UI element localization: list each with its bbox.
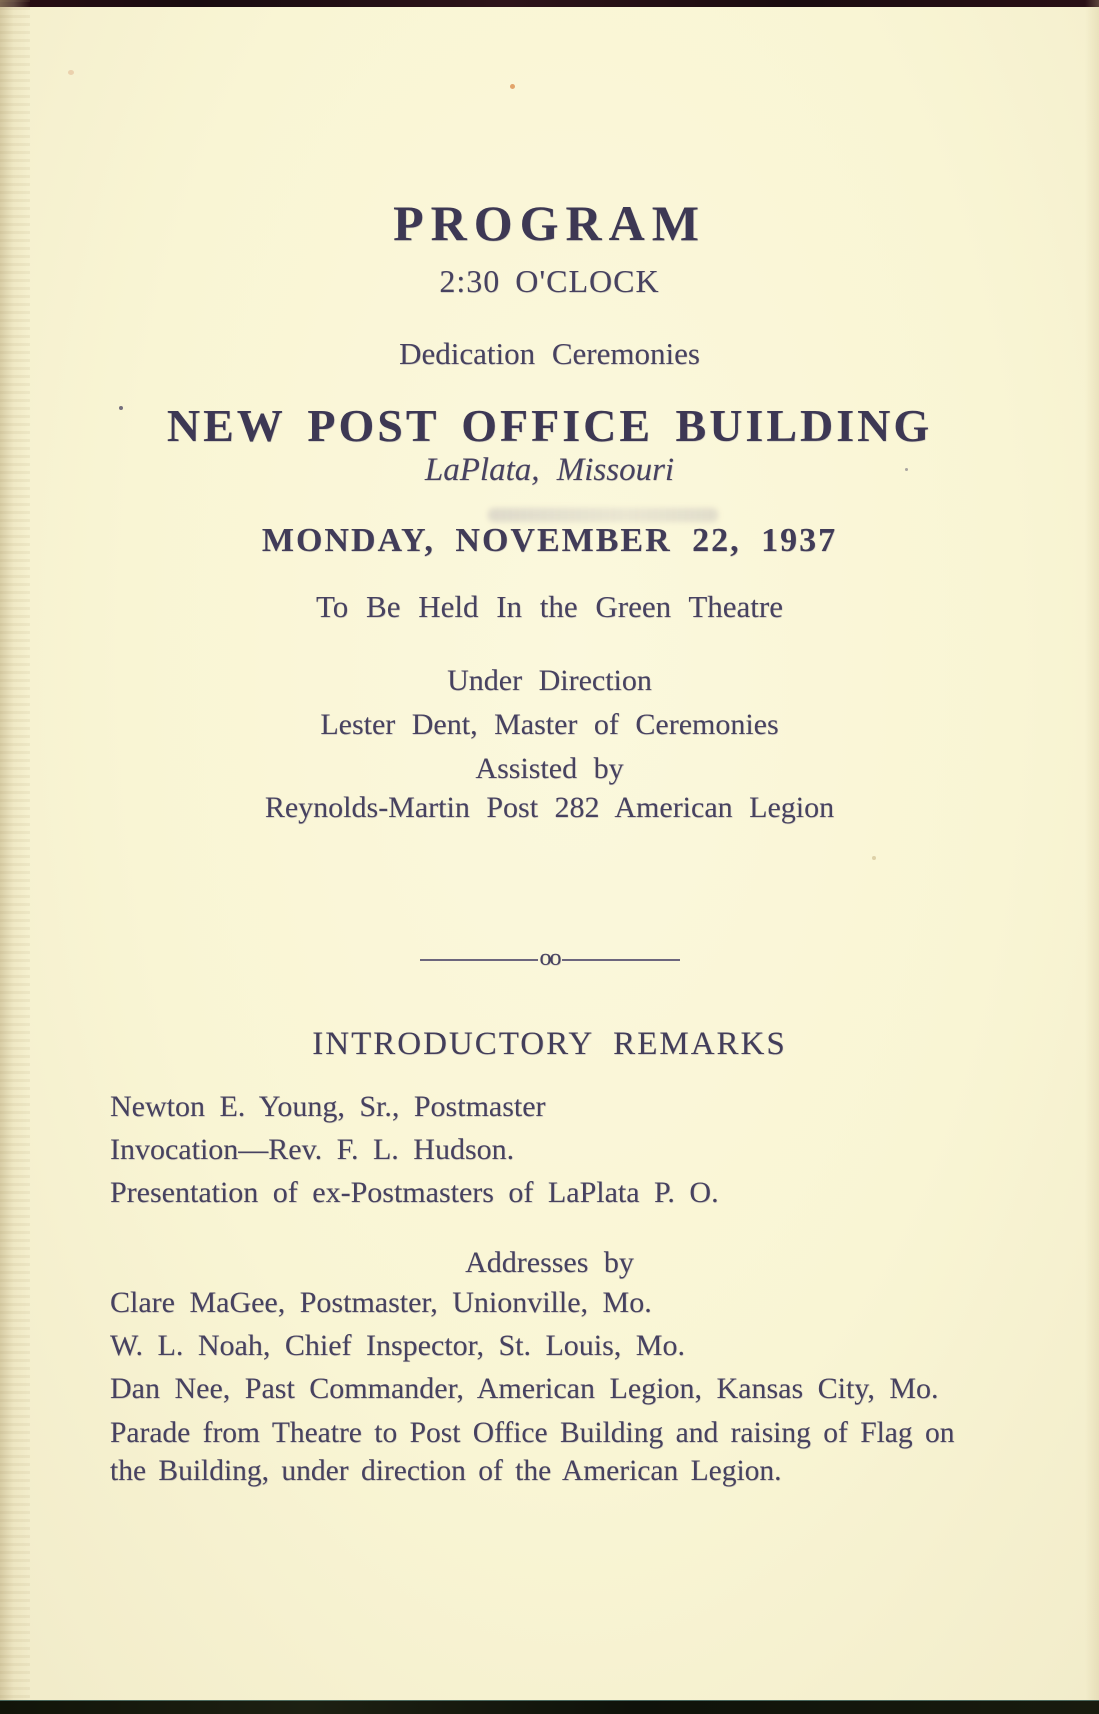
scan-edge-bottom xyxy=(0,1700,1099,1714)
event-venue: To Be Held In the Green Theatre xyxy=(316,589,783,624)
divider-ornament xyxy=(0,945,1099,972)
paper-speck xyxy=(872,856,876,860)
scan-edge-top xyxy=(0,0,1099,7)
divider-rule-right xyxy=(562,959,680,961)
ink-bleed-artifact xyxy=(488,508,718,522)
program-item: Newton E. Young, Sr., Postmaster xyxy=(110,1090,546,1123)
page-title: PROGRAM xyxy=(393,195,706,251)
paper-speck xyxy=(510,84,515,89)
event-location: LaPlata, Missouri xyxy=(424,452,675,488)
building-title: NEW POST OFFICE BUILDING xyxy=(166,400,933,451)
direction-line: Under Direction xyxy=(447,664,652,697)
section-heading-introductory-remarks: INTRODUCTORY REMARKS xyxy=(312,1026,787,1062)
program-item: Presentation of ex-Postmasters of LaPlata P. O. xyxy=(110,1176,719,1209)
event-type: Dedication Ceremonies xyxy=(399,336,700,371)
direction-line: Assisted by xyxy=(475,752,624,785)
page-binding-edge xyxy=(0,0,30,1714)
program-item: Invocation—Rev. F. L. Hudson. xyxy=(110,1133,515,1166)
scan-edge-right xyxy=(1085,0,1099,1714)
divider-rule-left xyxy=(420,959,538,961)
legion-post: Reynolds-Martin Post 282 American Legion xyxy=(264,791,835,824)
event-date: MONDAY, NOVEMBER 22, 1937 xyxy=(261,522,838,559)
program-item: Dan Nee, Past Commander, American Legion, Kansas City, Mo. xyxy=(110,1372,939,1405)
program-item: W. L. Noah, Chief Inspector, St. Louis, Mo. xyxy=(110,1329,685,1362)
program-item: Parade from Theatre to Post Office Building and raising of Flag on the Building, under direction of the American Legion. xyxy=(110,1417,955,1487)
divider-oo-glyph: oo xyxy=(539,945,560,971)
event-time: 2:30 O'CLOCK xyxy=(439,263,660,299)
program-item: Clare MaGee, Postmaster, Unionville, Mo. xyxy=(110,1286,652,1319)
master-of-ceremonies: Lester Dent, Master of Ceremonies xyxy=(320,708,779,741)
paper-speck xyxy=(68,70,74,75)
section-heading-addresses-by: Addresses by xyxy=(465,1246,634,1279)
